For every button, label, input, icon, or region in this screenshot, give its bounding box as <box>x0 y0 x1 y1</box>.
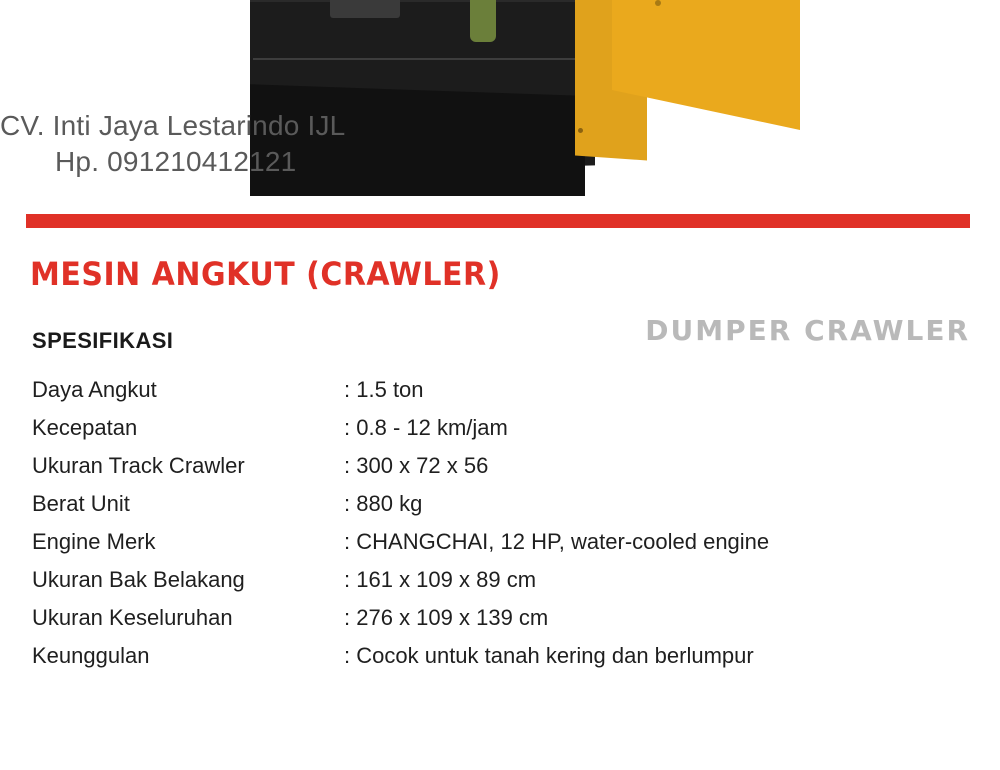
photo-bottom-margin <box>243 196 803 212</box>
spec-value <box>344 606 952 644</box>
spec-value <box>344 454 952 492</box>
watermark-label: DUMPER CRAWLER <box>645 314 970 347</box>
spec-value <box>344 378 952 416</box>
spec-value-text: 0.8 - 12 km/jam <box>356 415 508 440</box>
table-row <box>32 644 952 682</box>
spec-separator: : <box>344 529 351 554</box>
dumper-bolt-lower-icon <box>578 128 583 133</box>
crawler-engine-block <box>330 0 400 18</box>
spec-label: Ukuran Track Crawler <box>32 453 245 478</box>
photo-right-margin <box>800 0 1000 212</box>
specifications-table <box>32 378 952 682</box>
spec-separator: : <box>344 491 351 516</box>
photo-left-margin <box>0 0 250 212</box>
table-row <box>32 492 952 530</box>
spec-value <box>344 568 952 606</box>
spec-separator: : <box>344 605 351 630</box>
spec-label: Daya Angkut <box>32 377 157 402</box>
spec-value <box>344 644 952 682</box>
crawler-machine-top <box>250 0 590 2</box>
spec-value-text: 276 x 109 x 139 cm <box>356 605 549 630</box>
spec-separator: : <box>344 567 351 592</box>
spec-value <box>344 416 952 454</box>
spec-separator: : <box>344 643 351 668</box>
red-divider-bar <box>26 214 970 228</box>
spec-label: Engine Merk <box>32 529 156 554</box>
specifications-body <box>32 378 952 682</box>
page-title: MESIN ANGKUT (CRAWLER) <box>30 256 501 294</box>
spec-label: Berat Unit <box>32 491 130 516</box>
spec-value-text: Cocok untuk tanah kering dan berlumpur <box>356 643 754 668</box>
table-row <box>32 454 952 492</box>
spec-separator: : <box>344 415 351 440</box>
company-info <box>0 108 470 180</box>
spec-value-text: CHANGCHAI, 12 HP, water-cooled engine <box>356 529 770 554</box>
table-row <box>32 378 952 416</box>
table-row <box>32 606 952 644</box>
table-row <box>32 416 952 454</box>
spec-value <box>344 530 952 568</box>
spec-value-text: 161 x 109 x 89 cm <box>356 567 537 592</box>
table-row <box>32 568 952 606</box>
spec-label: Ukuran Bak Belakang <box>32 567 245 592</box>
company-phone: Hp. 091210412121 <box>55 146 297 177</box>
table-row <box>32 530 952 568</box>
spec-value-text: 880 kg <box>356 491 423 516</box>
spec-value <box>344 492 952 530</box>
dumper-bolt-upper-icon <box>655 0 661 6</box>
spec-label: Ukuran Keseluruhan <box>32 605 233 630</box>
spec-label: Kecepatan <box>32 415 138 440</box>
crawler-hydraulic-part <box>470 0 496 42</box>
spec-separator: : <box>344 453 351 478</box>
crawler-body-seam <box>253 58 583 60</box>
company-name: CV. Inti Jaya Lestarindo IJL <box>0 110 346 141</box>
spec-label: Keunggulan <box>32 643 150 668</box>
spec-separator: : <box>344 377 351 402</box>
spec-section-title: SPESIFIKASI <box>32 328 174 353</box>
spec-value-text: 1.5 ton <box>356 377 424 402</box>
spec-value-text: 300 x 72 x 56 <box>356 453 489 478</box>
product-photo <box>0 0 1000 212</box>
